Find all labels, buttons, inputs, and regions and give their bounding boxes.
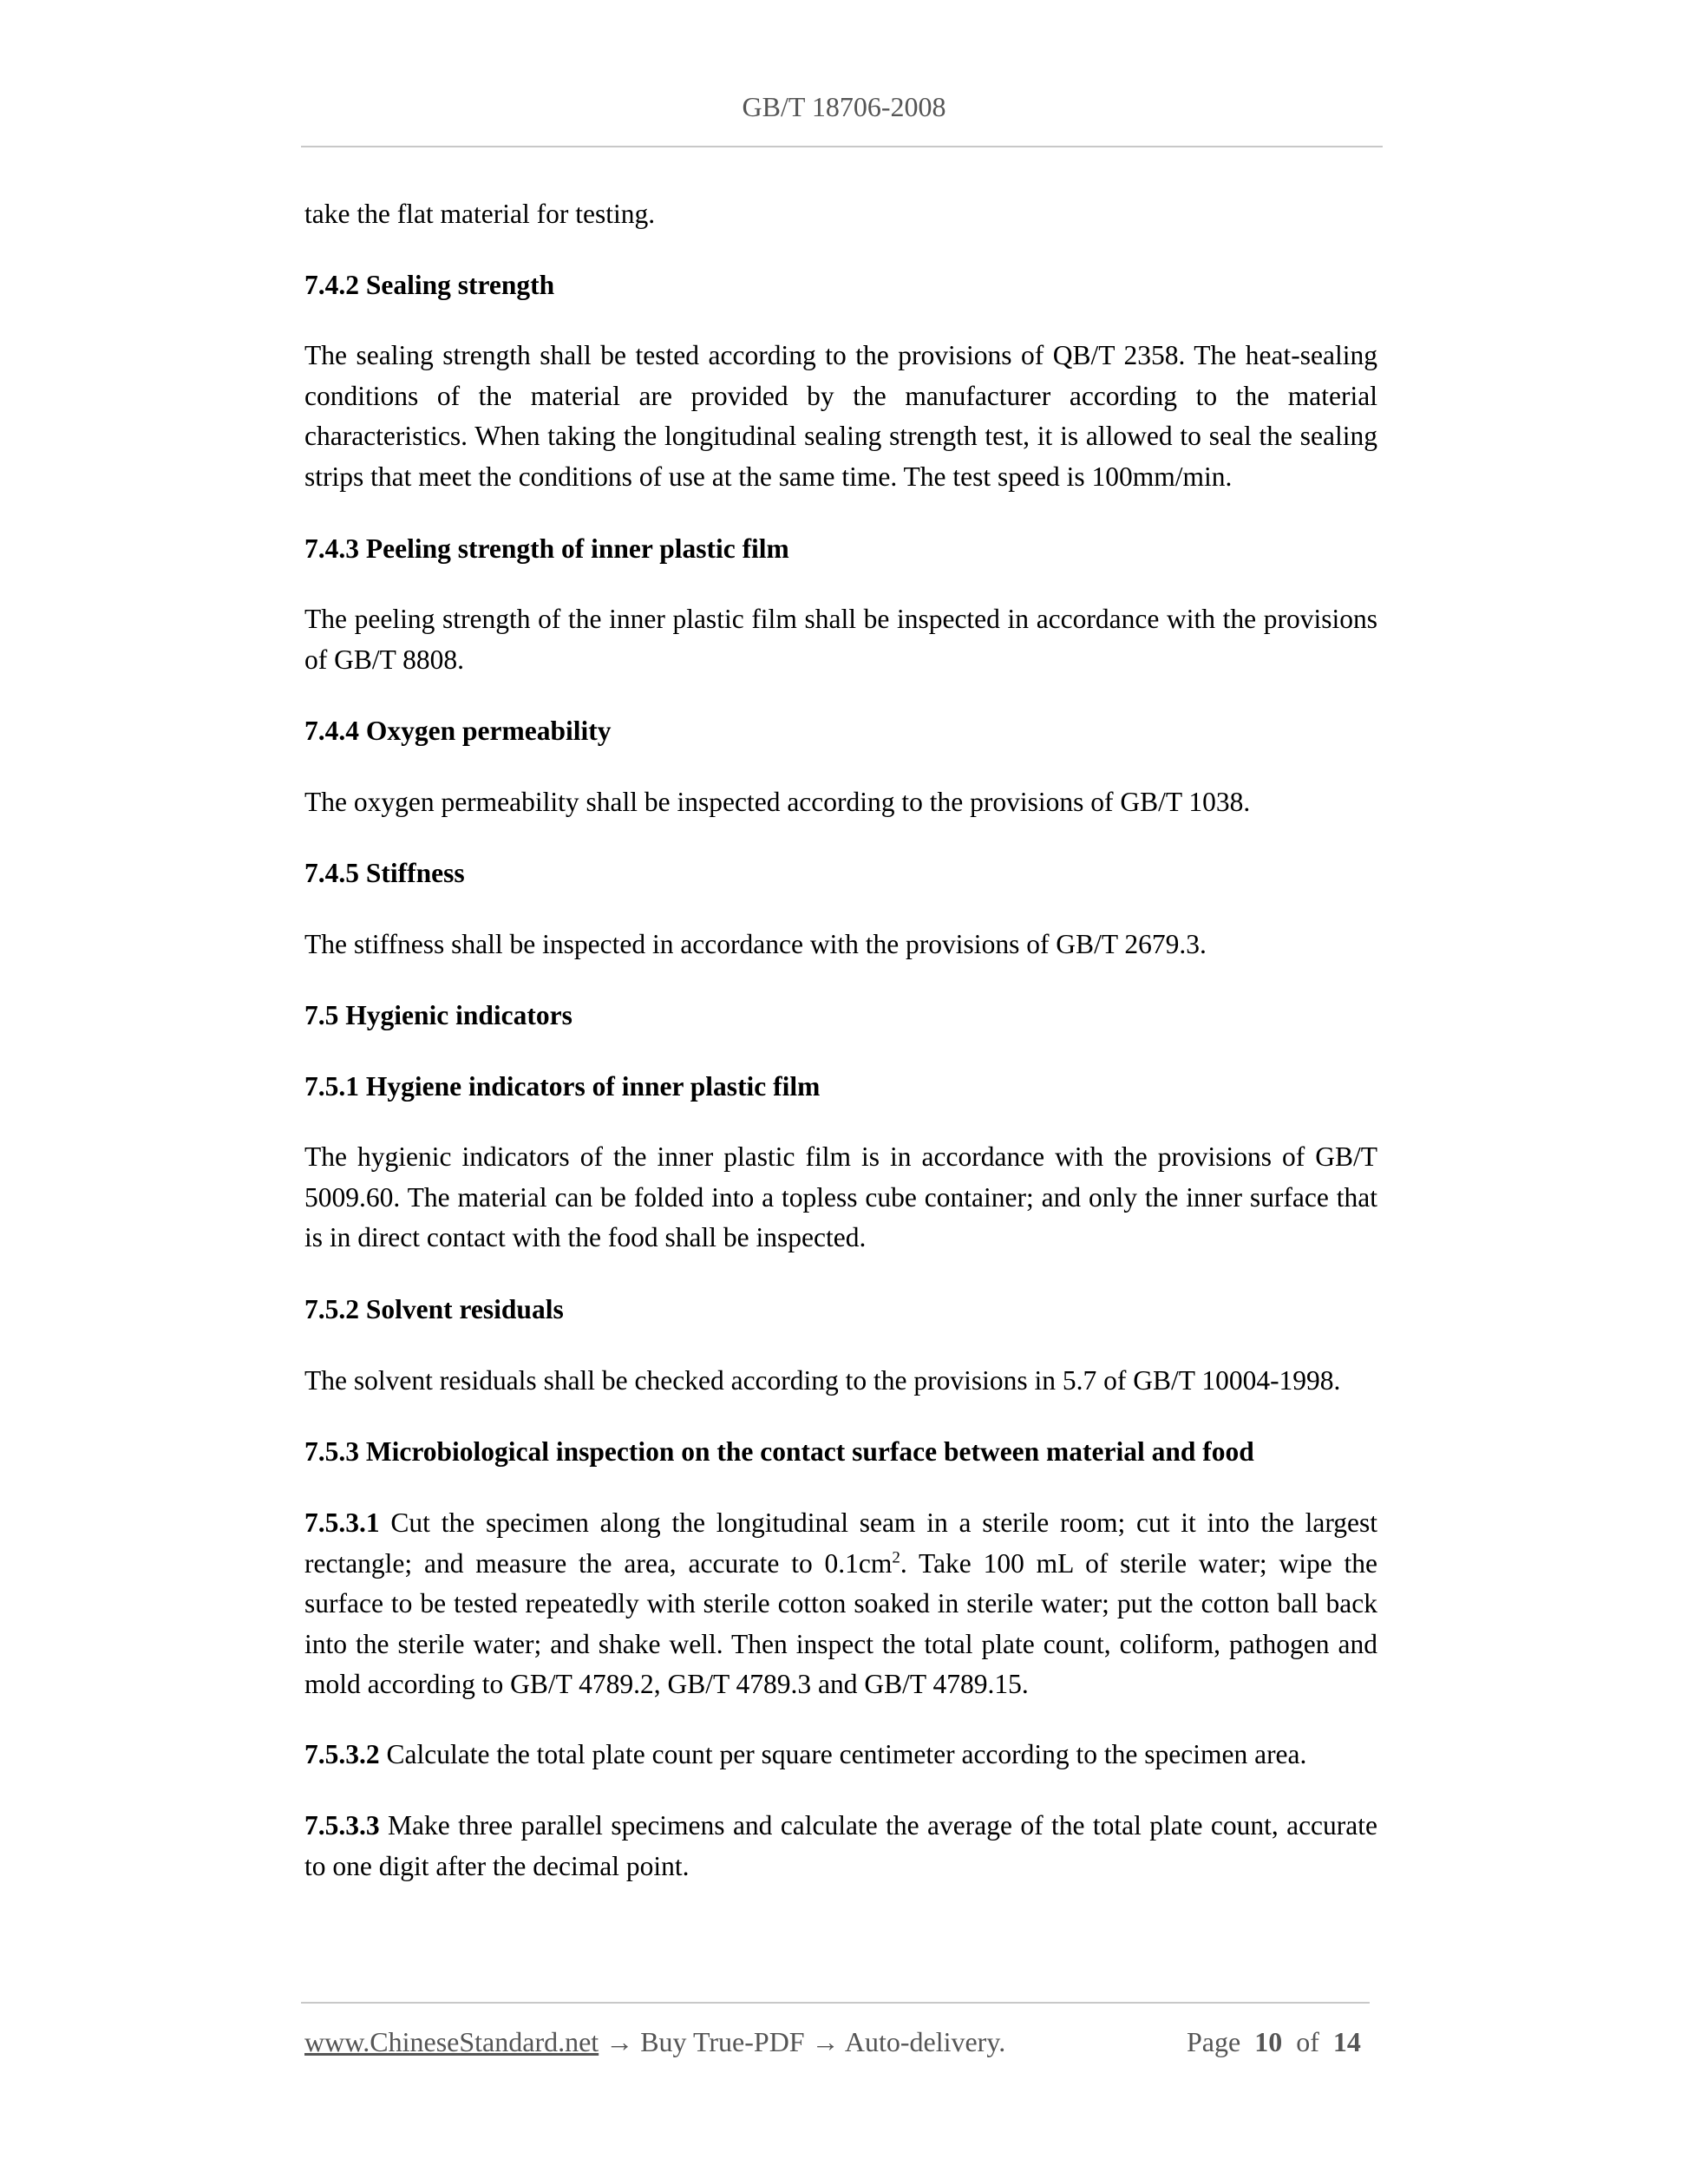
paragraph-7-5-3-3 [304, 1806, 1377, 1886]
intro-text: take the flat material for testing. [304, 199, 656, 229]
paragraph-7-4-4: The oxygen permeability shall be inspected according to the provisions of GB/T 1038. [304, 787, 1251, 817]
heading-7-4-3: 7.4.3 Peeling strength of inner plastic film [304, 533, 789, 564]
heading-7-5-3: 7.5.3 Microbiological inspection on the contact surface between material and food [304, 1436, 1254, 1467]
page-total: 14 [1332, 2026, 1361, 2057]
heading-7-4-5: 7.4.5 Stiffness [304, 858, 465, 888]
paragraph-7-5-2: The solvent residuals shall be checked according to the provisions in 5.7 of GB/T 10004-1998. [304, 1365, 1341, 1396]
paragraph-7-4-3: The peeling strength of the inner plastic film shall be inspected in accordance with the provisions of GB/T 8808. [304, 604, 1377, 675]
heading-7-5-1: 7.5.1 Hygiene indicators of inner plastic film [304, 1071, 821, 1102]
clause-text: Cut the specimen along the longitudinal seam in a sterile room; cut it into the largest rectangle; and measure the area, accurate to 0.1cm [304, 1507, 1377, 1579]
page-label: Page [1187, 2026, 1241, 2057]
clause-text: Make three parallel specimens and calculate the average of the total plate count, accurate to one digit after the decimal point. [304, 1810, 1377, 1881]
heading-7-4-2: 7.4.2 Sealing strength [304, 270, 555, 300]
page-indicator [1187, 2024, 1361, 2059]
paragraph-7-5-3-2 [304, 1735, 1377, 1775]
superscript: 2 [892, 1548, 900, 1566]
paragraph-7-5-3-1 [304, 1503, 1377, 1705]
clause-number: 7.5.3.1 [304, 1507, 380, 1538]
of-label: of [1296, 2026, 1319, 2057]
clause-text: Calculate the total plate count per square centimeter according to the specimen area. [379, 1739, 1307, 1769]
running-header: GB/T 18706-2008 [742, 91, 946, 122]
clause-number: 7.5.3.2 [304, 1739, 380, 1769]
clause-number: 7.5.3.3 [304, 1810, 380, 1841]
heading-7-4-4: 7.4.4 Oxygen permeability [304, 716, 612, 746]
delivery-text: Auto-delivery. [844, 2026, 1006, 2057]
footer-links [304, 2024, 1005, 2059]
footer-rule [301, 2002, 1370, 2004]
heading-7-5: 7.5 Hygienic indicators [304, 1000, 572, 1030]
site-link[interactable]: www.ChineseStandard.net [304, 2026, 599, 2057]
arrow-right-icon: → [599, 2026, 641, 2057]
buy-text: Buy True-PDF [640, 2026, 805, 2057]
paragraph-7-4-2: The sealing strength shall be tested according to the provisions of QB/T 2358. The heat-sealing conditions of the material are provided by the manufacturer according to the material characteristics. When taking the longitudinal sealing strength test, it is allowed to seal the sealing strips that meet the conditions of use at the same time. The test speed is 100mm/min. [304, 340, 1377, 492]
header-rule [301, 146, 1383, 147]
heading-7-5-2: 7.5.2 Solvent residuals [304, 1294, 564, 1324]
paragraph-7-4-5: The stiffness shall be inspected in accordance with the provisions of GB/T 2679.3. [304, 929, 1207, 959]
page-number: 10 [1254, 2026, 1283, 2057]
paragraph-7-5-1: The hygienic indicators of the inner plastic film is in accordance with the provisions of GB/T 5009.60. The material can be folded into a topless cube container; and only the inner surface that is in direct contact with the food shall be inspected. [304, 1141, 1377, 1252]
arrow-right-icon: → [804, 2026, 845, 2057]
clause-text-cont: . Take 100 mL of sterile water; wipe the surface to be tested repeatedly with sterile cotton soaked in sterile water; put the cotton ball back into the sterile water; and shake well. Then inspect the total plate count, coliform, pathogen and mold according to GB/T 4789.2, GB/T 4789.3 and GB/T 4789.15. [304, 1547, 1377, 1699]
